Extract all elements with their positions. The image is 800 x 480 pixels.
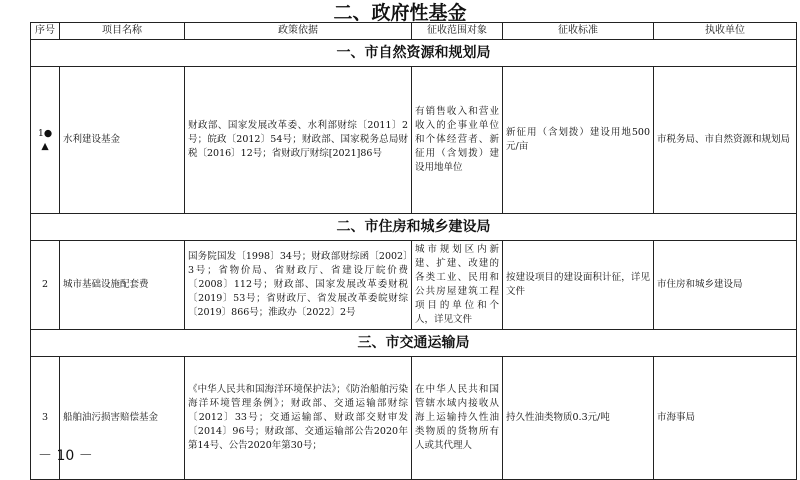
row-unit: 市海事局 [654,357,797,480]
section-row [31,214,797,241]
row-basis: 国务院国发〔1998〕34号；财政部财综函〔2002〕3号；省物价局、省财政厅、省建设厅皖价费〔2008〕112号；财政部、国家发展改革委财税〔2019〕53号；省财政厅、省发展改革委皖财综〔2019〕866号；淮政办〔2022〕2号 [185,241,412,330]
row-name: 水利建设基金 [60,67,185,214]
dot-mark: ● [43,128,53,139]
section-heading: 二、市住房和城乡建设局 [31,214,797,241]
page-title: 二、政府性基金 [333,2,467,24]
section-row [31,330,797,357]
row-seq: 2 [31,241,60,330]
header-scope: 征收范围对象 [412,23,503,40]
header-standard: 征收标准 [503,23,654,40]
header-row [31,23,797,40]
table-row [31,67,797,214]
section-row [31,40,797,67]
row-scope: 在中华人民共和国管辖水域内接收从海上运输持久性油类物质的货物所有人或其代理人 [412,357,503,480]
page-number: － 10 － [38,448,93,464]
section-heading: 三、市交通运输局 [31,330,797,357]
table-row [31,241,797,330]
row-basis: 财政部、国家发展改革委、水利部财综〔2011〕2号；皖政〔2012〕54号；财政部、国家税务总局财税〔2016〕12号；省财政厅财综[2021]86号 [185,67,412,214]
seq-number: 1 [37,128,44,139]
fund-table [30,22,797,480]
row-unit: 市住房和城乡建设局 [654,241,797,330]
header-seq: 序号 [31,23,60,40]
row-name: 城市基础设施配套费 [60,241,185,330]
row-seq: 3 [31,357,60,480]
row-basis: 《中华人民共和国海洋环境保护法》；《防治船舶污染海洋环境管理条例》；财政部、交通运输部财综〔2012〕33号；交通运输部、财政部交财审发〔2014〕96号；财政部、交通运输部公告2020年第14号、公告2020年第30号； [185,357,412,480]
triangle-mark: ▲ [41,141,49,152]
row-standard: 新征用（含划拨）建设用地500元/亩 [503,67,654,214]
header-basis: 政策依据 [185,23,412,40]
row-seq [31,67,60,214]
row-unit: 市税务局、市自然资源和规划局 [654,67,797,214]
table-row [31,357,797,480]
row-name: 船舶油污损害赔偿基金 [60,357,185,480]
row-scope: 有销售收入和营业收入的企事业单位和个体经营者、新征用（含划拨）建设用地单位 [412,67,503,214]
header-name: 项目名称 [60,23,185,40]
row-scope: 城市规划区内新建、扩建、改建的各类工业、民用和公共房屋建筑工程项目的单位和个人，详见文件 [412,241,503,330]
row-standard: 按建设项目的建设面积计征，详见文件 [503,241,654,330]
row-standard: 持久性油类物质0.3元/吨 [503,357,654,480]
header-unit: 执收单位 [654,23,797,40]
section-heading: 一、市自然资源和规划局 [31,40,797,67]
